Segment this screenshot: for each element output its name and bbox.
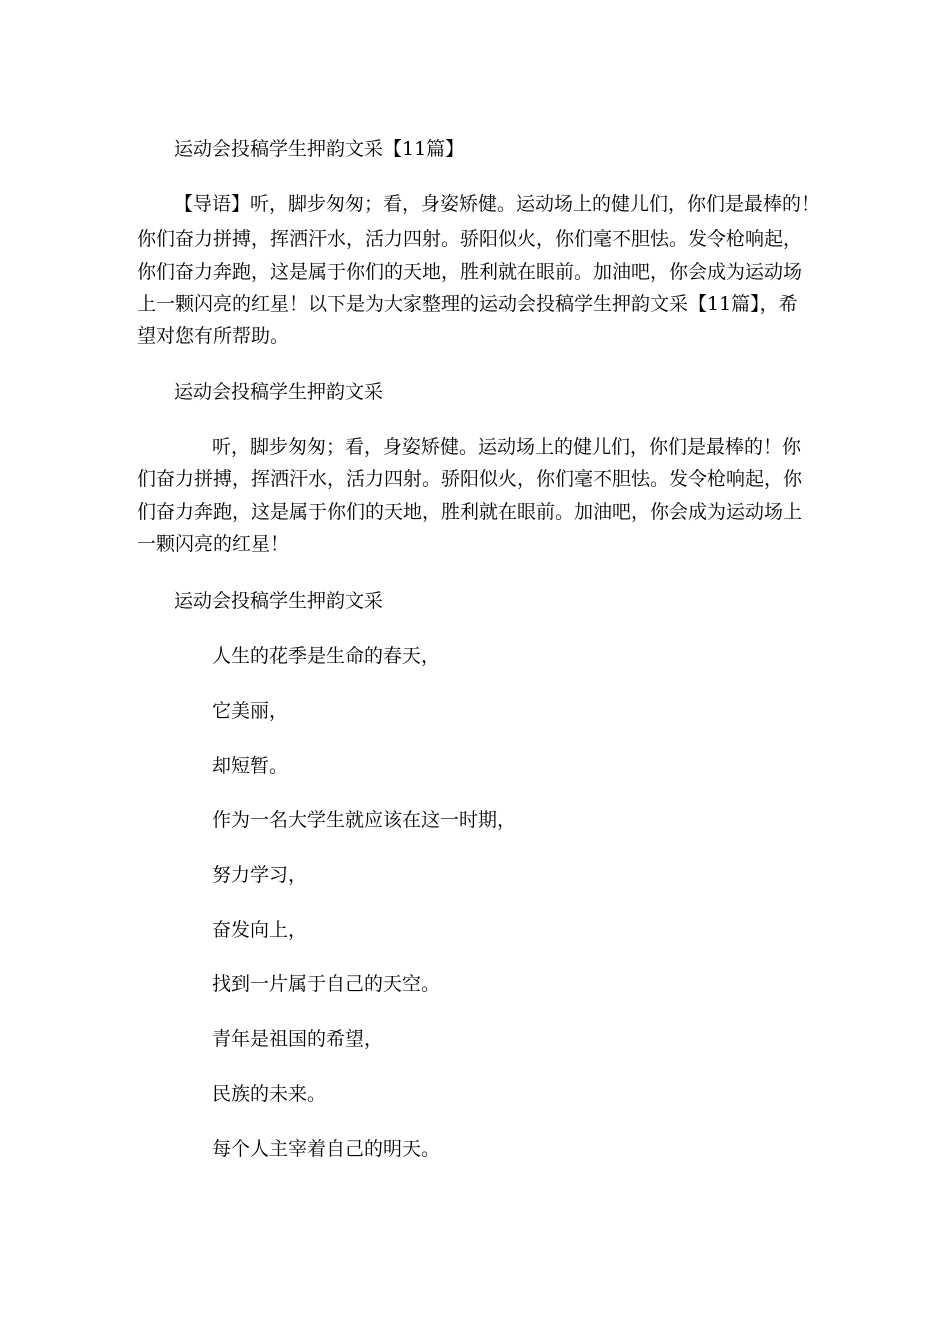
poem-line: 每个人主宰着自己的明天。 xyxy=(212,1138,441,1160)
poem-line: 青年是祖国的希望， xyxy=(212,1028,384,1050)
intro-line: 望对您有所帮助。 xyxy=(137,325,290,347)
poem-line: 作为一名大学生就应该在这一时期， xyxy=(212,809,517,831)
intro-line: 你们奋力奔跑，这是属于你们的天地，胜利就在眼前。加油吧，你会成为运动场 xyxy=(137,261,803,283)
poem-line: 却短暂。 xyxy=(212,755,289,777)
intro-line: 上一颗闪亮的红星！以下是为大家整理的运动会投稿学生押韵文采【11篇】，希 xyxy=(137,293,798,315)
poem-line: 奋发向上， xyxy=(212,919,308,941)
poem-line: 民族的未来。 xyxy=(212,1083,327,1105)
section-heading: 运动会投稿学生押韵文采 xyxy=(174,381,384,403)
body-line: 听，脚步匆匆；看，身姿矫健。运动场上的健儿们，你们是最棒的！你 xyxy=(212,436,802,458)
intro-line: 【导语】听，脚步匆匆；看，身姿矫健。运动场上的健儿们，你们是最棒的！ xyxy=(174,193,821,215)
body-line: 们奋力奔跑，这是属于你们的天地，胜利就在眼前。加油吧，你会成为运动场上 xyxy=(137,501,803,523)
intro-line: 你们奋力拼搏，挥洒汗水，活力四射。骄阳似火，你们毫不胆怯。发令枪响起， xyxy=(137,228,803,250)
poem-line: 人生的花季是生命的春天， xyxy=(212,645,441,667)
poem-line: 找到一片属于自己的天空。 xyxy=(212,973,441,995)
poem-line: 努力学习， xyxy=(212,864,308,886)
body-line: 们奋力拼搏，挥洒汗水，活力四射。骄阳似火，你们毫不胆怯。发令枪响起，你 xyxy=(137,468,803,490)
section-heading: 运动会投稿学生押韵文采 xyxy=(174,590,384,612)
body-line: 一颗闪亮的红星！ xyxy=(137,533,290,555)
document-title: 运动会投稿学生押韵文采【11篇】 xyxy=(174,138,465,160)
poem-line: 它美丽， xyxy=(212,700,289,722)
